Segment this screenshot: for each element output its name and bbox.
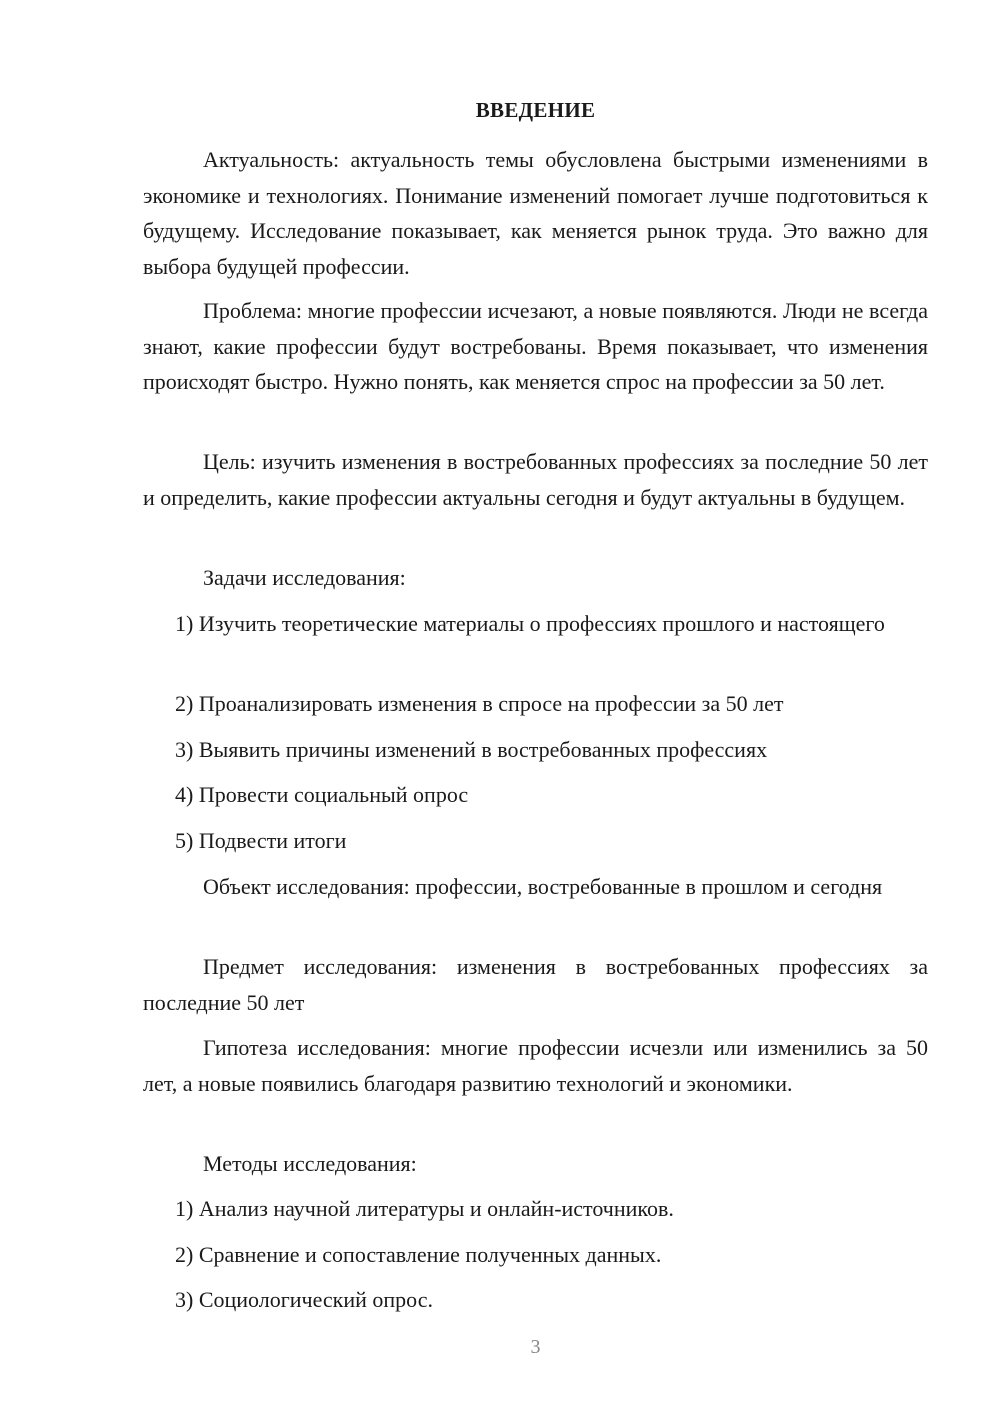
task-item-5: 5) Подвести итоги [175,828,347,853]
method-item-1: 1) Анализ научной литературы и онлайн-источников. [175,1196,674,1221]
relevance-paragraph: Актуальность: актуальность темы обусловлена быстрыми изменениями в экономике и технологиях. Понимание изменений помогает лучше подготовиться к будущему. Исследование показывает, как меняется рынок труда. Это важно для выбора будущей профессии. [143,147,928,279]
tasks-heading: Задачи исследования: [203,565,406,590]
object-paragraph: Объект исследования: профессии, востребованные в прошлом и сегодня [203,874,883,899]
subject-paragraph: Предмет исследования: изменения в востребованных профессиях за последние 50 лет [143,954,928,1015]
page-number: 3 [530,1336,541,1358]
task-item-3: 3) Выявить причины изменений в востребованных профессиях [175,737,768,762]
method-item-3: 3) Социологический опрос. [175,1287,433,1312]
hypothesis-paragraph: Гипотеза исследования: многие профессии исчезли или изменились за 50 лет, а новые появились благодаря развитию технологий и экономики. [143,1035,928,1096]
problem-paragraph: Проблема: многие профессии исчезают, а новые появляются. Люди не всегда знают, какие профессии будут востребованы. Время показывает, что изменения происходят быстро. Нужно понять, как меняется спрос на профессии за 50 лет. [143,298,928,394]
page-title: ВВЕДЕНИЕ [475,98,596,122]
document-page [143,0,928,1414]
methods-heading: Методы исследования: [203,1151,417,1176]
task-item-1: 1) Изучить теоретические материалы о профессиях прошлого и настоящего [175,611,885,636]
method-item-2: 2) Сравнение и сопоставление полученных данных. [175,1242,662,1267]
task-item-2: 2) Проанализировать изменения в спросе на профессии за 50 лет [175,691,784,716]
goal-paragraph: Цель: изучить изменения в востребованных профессиях за последние 50 лет и определить, какие профессии актуальны сегодня и будут актуальны в будущем. [143,449,928,510]
task-item-4: 4) Провести социальный опрос [175,782,469,807]
